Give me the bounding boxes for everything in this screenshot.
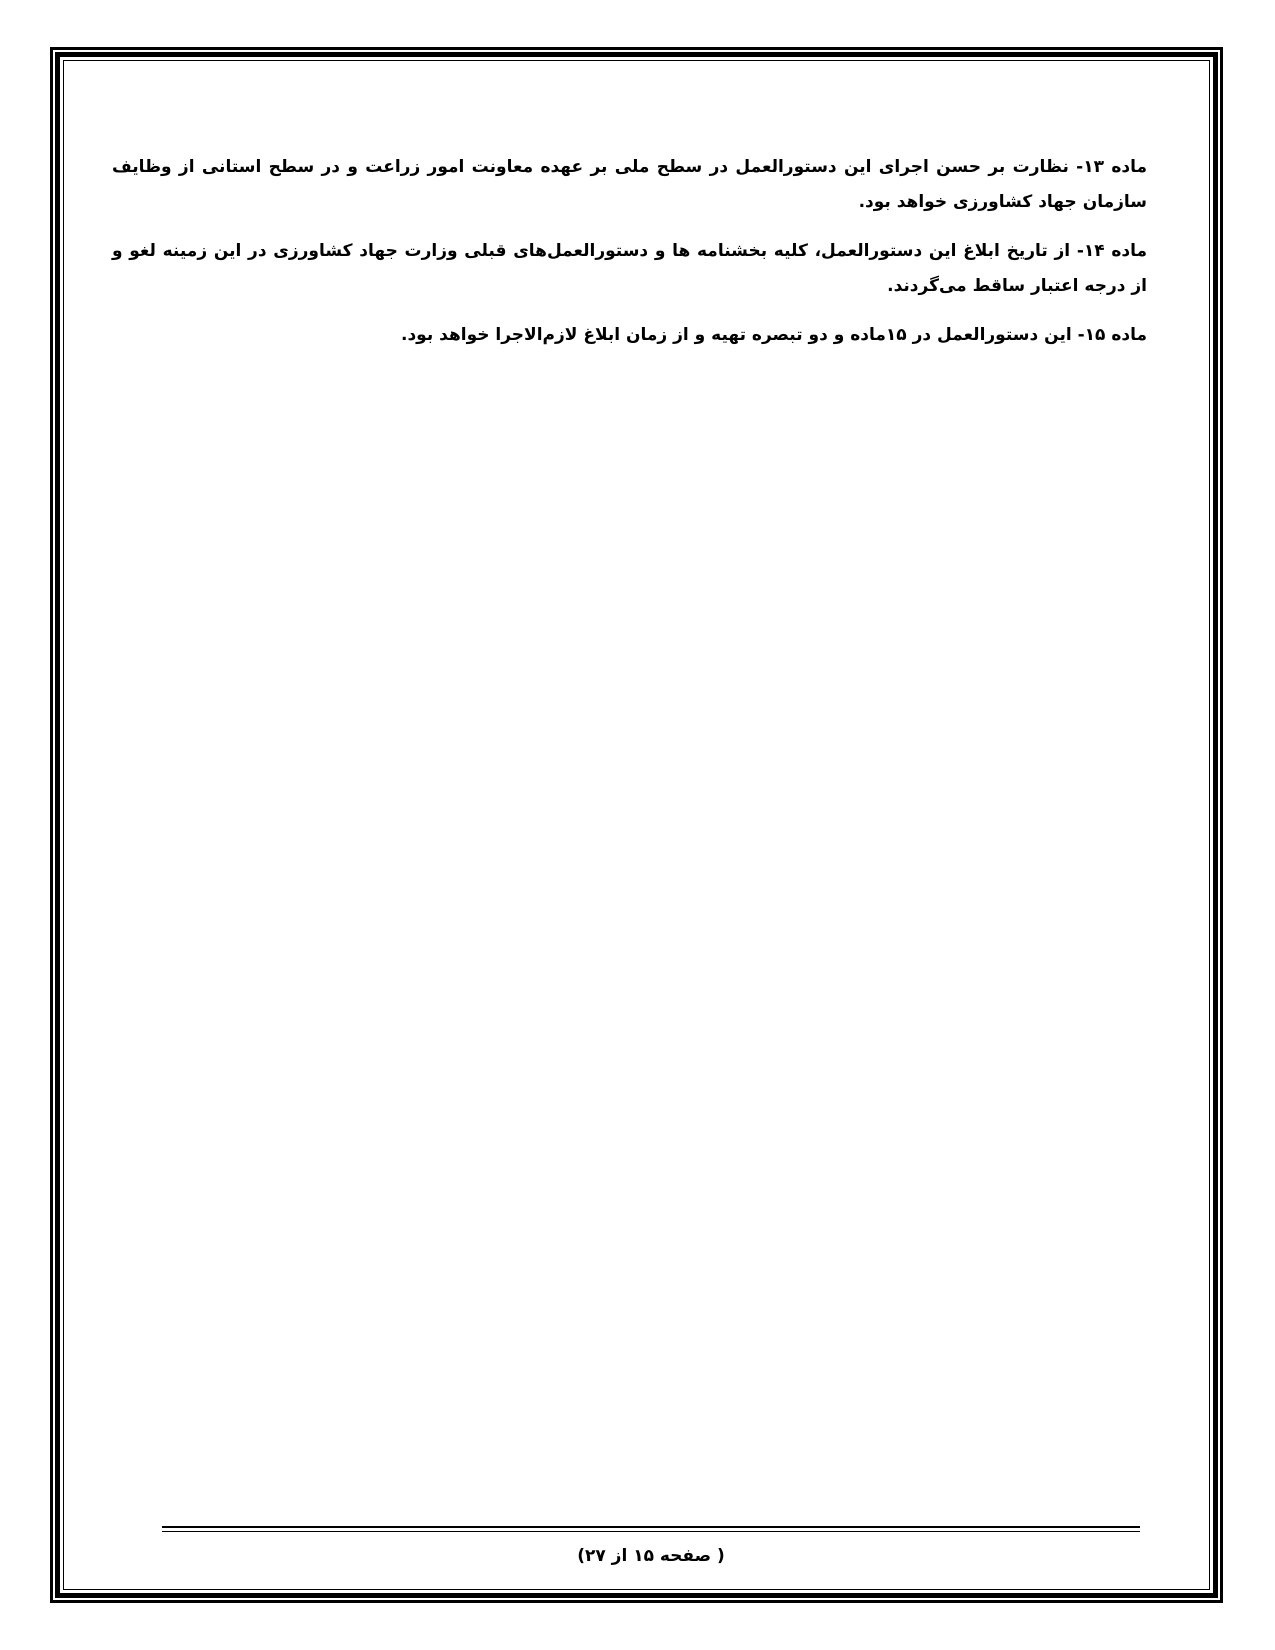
document-body <box>112 150 1147 367</box>
article-text: از تاریخ ابلاغ این دستورالعمل، کلیه بخشنامه ها و دستورالعمل‌های قبلی وزارت جهاد کشاورزی در این زمینه لغو و از درجه اعتبار ساقط می‌گردند. <box>112 241 1147 296</box>
page-number: ( صفحه ۱۵ از ۲۷) <box>577 1546 725 1566</box>
article-text: این دستورالعمل در ۱۵ماده و دو تبصره تهیه و از زمان ابلاغ لازم‌الاجرا خواهد بود. <box>401 325 1072 345</box>
article-label: ماده ۱۳- <box>1076 157 1147 177</box>
article-13 <box>112 150 1147 220</box>
footer-divider-thin <box>162 1531 1140 1532</box>
article-15 <box>112 318 1147 353</box>
article-14 <box>112 234 1147 304</box>
article-text: نظارت بر حسن اجرای این دستورالعمل در سطح ملی بر عهده معاونت امور زراعت و در سطح استانی از وظایف سازمان جهاد کشاورزی خواهد بود. <box>112 157 1147 212</box>
footer-divider <box>162 1526 1140 1528</box>
article-label: ماده ۱۵- <box>1077 325 1147 345</box>
article-label: ماده ۱۴- <box>1076 241 1148 261</box>
